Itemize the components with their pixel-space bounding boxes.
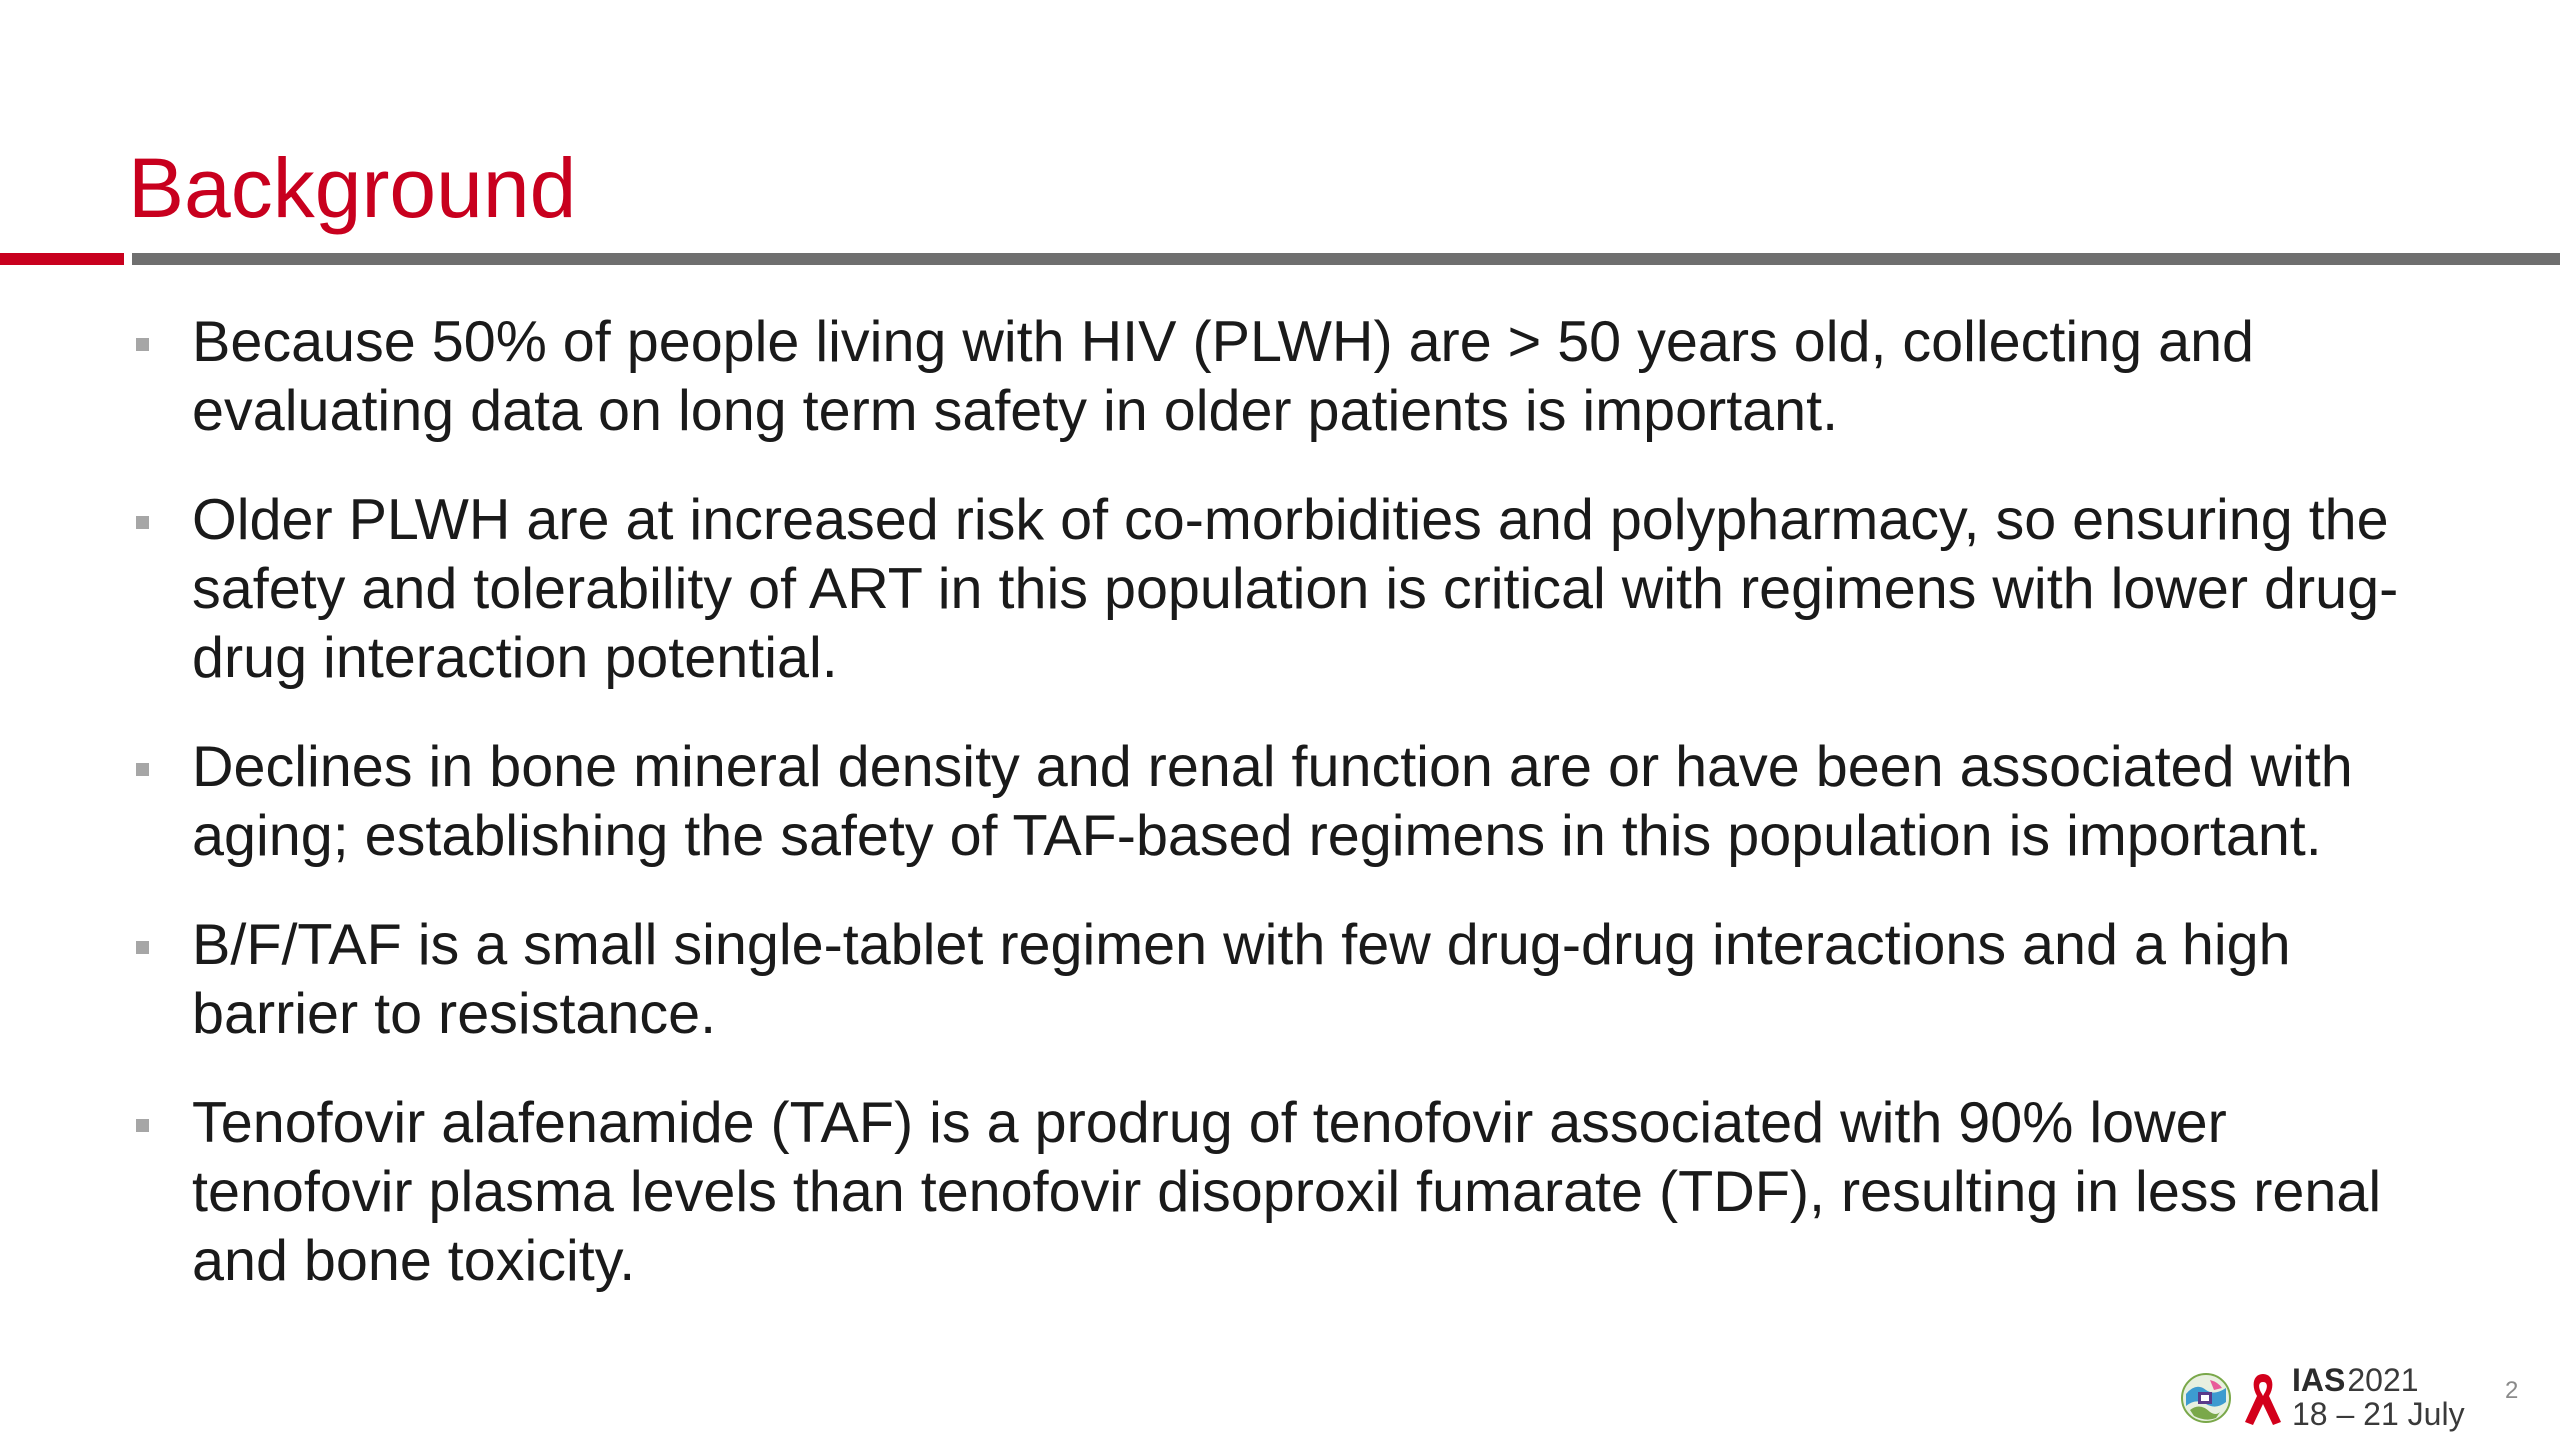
bullet-item <box>130 486 2420 693</box>
bullet-text: Tenofovir alafenamide (TAF) is a prodrug of tenofovir associated with 90% lower tenofovir plasma levels than tenofovir disoproxil fumarate (TDF), resulting in less renal and bone toxicity. <box>192 1091 2382 1293</box>
logo-year: 2021 <box>2347 1362 2419 1399</box>
title-divider <box>132 253 2560 265</box>
bullet-list <box>130 308 2420 1336</box>
logo-text <box>2292 1364 2465 1431</box>
conference-logo <box>2180 1362 2465 1434</box>
bullet-item <box>130 911 2420 1049</box>
red-ribbon-icon <box>2242 1368 2284 1428</box>
square-bullet-icon <box>130 911 192 981</box>
bullet-text: Because 50% of people living with HIV (PLWH) are > 50 years old, collecting and evaluating data on long term safety in older patients is important. <box>192 310 2255 443</box>
title-accent-bar <box>0 253 124 265</box>
square-bullet-icon <box>130 733 192 803</box>
square-bullet-icon <box>130 1089 192 1159</box>
bullet-text: Declines in bone mineral density and renal function are or have been associated with aging; establishing the safety of TAF-based regimens in this population is important. <box>192 735 2353 868</box>
bullet-item <box>130 733 2420 871</box>
bullet-text: Older PLWH are at increased risk of co-morbidities and polypharmacy, so ensuring the safety and tolerability of ART in this population is critical with regimens with lower drug-drug interaction potential. <box>192 488 2399 690</box>
globe-icon <box>2180 1372 2232 1424</box>
square-bullet-icon <box>130 486 192 556</box>
logo-ias: IAS <box>2292 1362 2346 1399</box>
bullet-item <box>130 308 2420 446</box>
page-number: 2 <box>2505 1377 2519 1404</box>
bullet-item <box>130 1089 2420 1296</box>
slide-title: Background <box>128 141 577 235</box>
bullet-text: B/F/TAF is a small single-tablet regimen with few drug-drug interactions and a high barrier to resistance. <box>192 913 2291 1046</box>
logo-dates: 18 – 21 July <box>2292 1396 2465 1432</box>
square-bullet-icon <box>130 308 192 378</box>
